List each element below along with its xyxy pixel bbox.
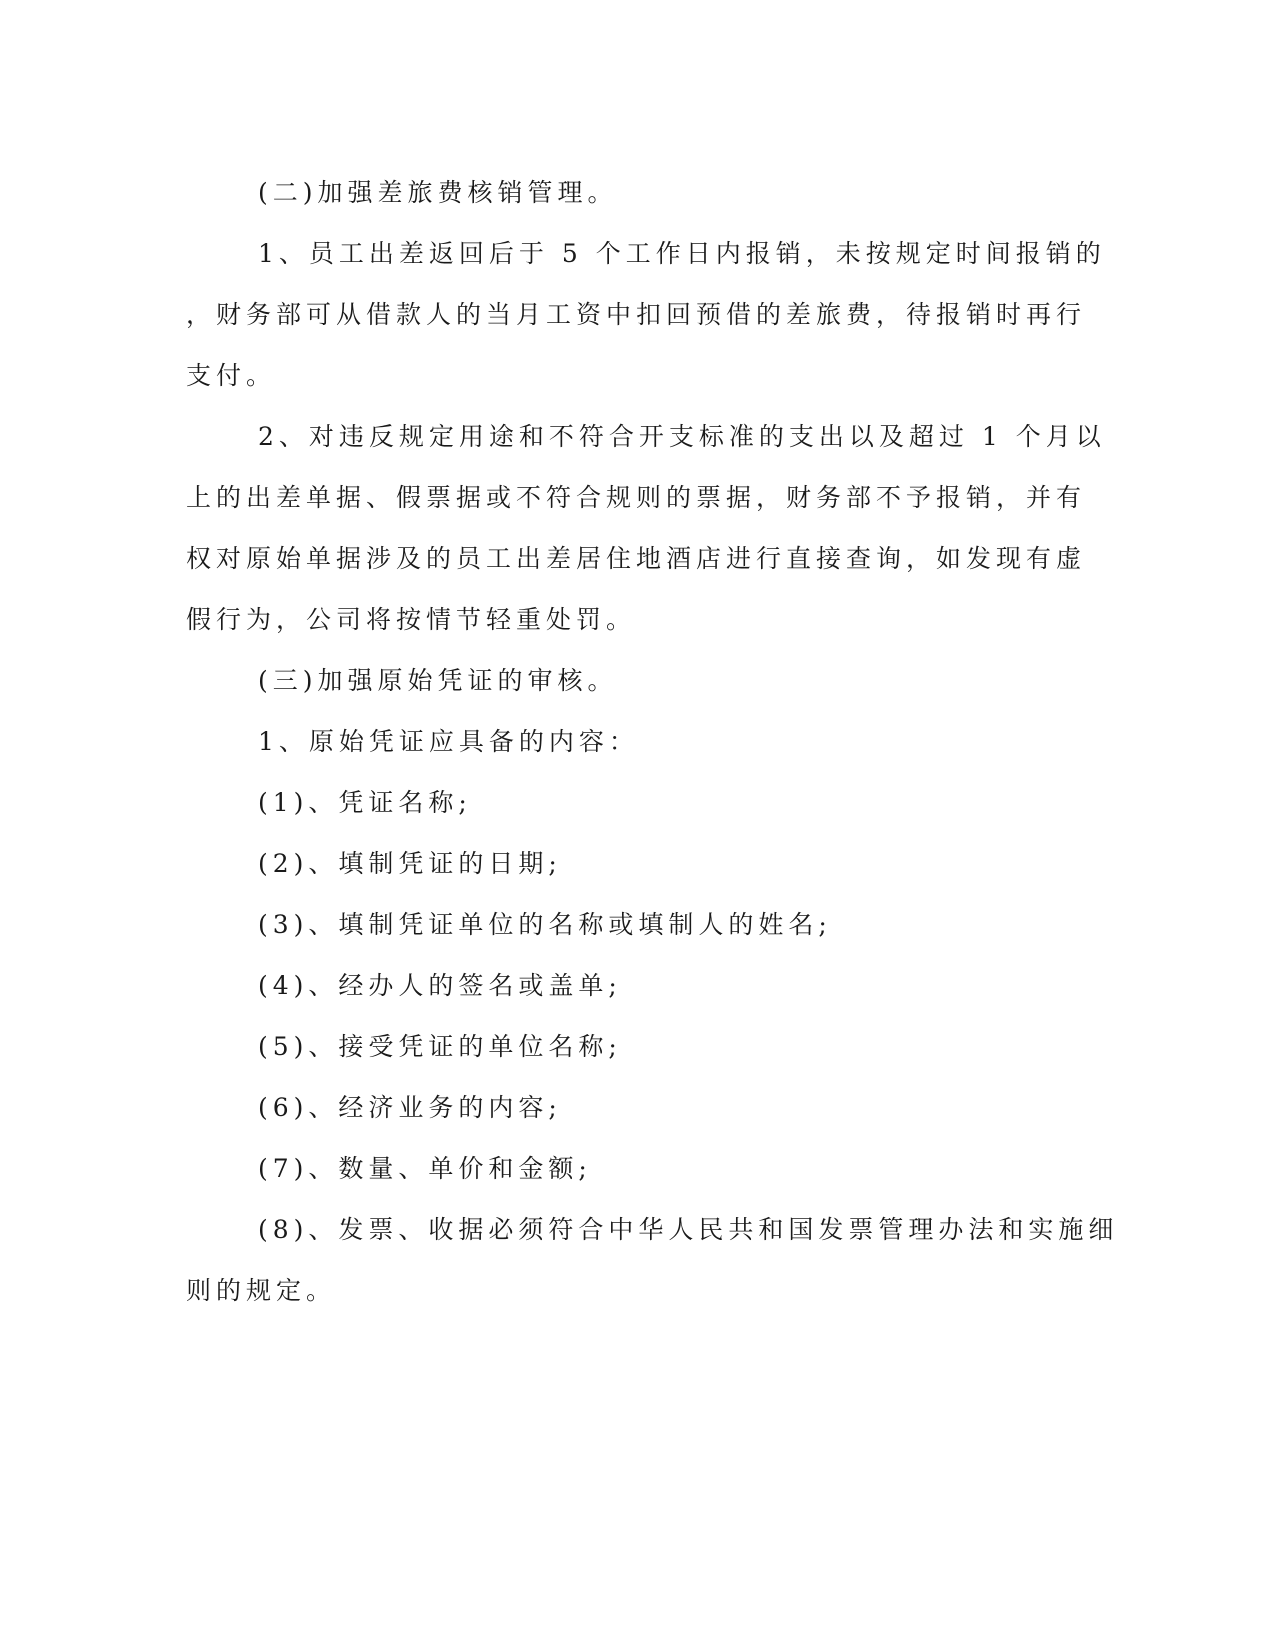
paragraph-line: 权对原始单据涉及的员工出差居住地酒店进行直接查询，如发现有虚 bbox=[186, 544, 1087, 573]
list-item: (4)、经办人的签名或盖单; bbox=[258, 971, 622, 1000]
list-item: (2)、填制凭证的日期; bbox=[258, 849, 562, 878]
paragraph-line: ，财务部可从借款人的当月工资中扣回预借的差旅费，待报销时再行 bbox=[186, 300, 1087, 329]
document-body bbox=[186, 162, 1119, 1321]
list-item: (3)、填制凭证单位的名称或填制人的姓名; bbox=[258, 910, 832, 939]
list-item: (5)、接受凭证的单位名称; bbox=[258, 1032, 622, 1061]
section-heading-original-voucher: (三)加强原始凭证的审核。 bbox=[258, 666, 618, 695]
paragraph-line: 支付。 bbox=[186, 361, 277, 390]
paragraph-line: 1、员工出差返回后于 5 个工作日内报销，未按规定时间报销的 bbox=[258, 239, 1106, 268]
paragraph-line: 上的出差单据、假票据或不符合规则的票据，财务部不予报销，并有 bbox=[186, 483, 1087, 512]
list-item: (7)、数量、单价和金额; bbox=[258, 1154, 592, 1183]
list-item: (1)、凭证名称; bbox=[258, 788, 472, 817]
section-heading-travel-expense: (二)加强差旅费核销管理。 bbox=[258, 178, 618, 207]
list-heading: 1、原始凭证应具备的内容： bbox=[258, 727, 639, 756]
paragraph-line: 假行为，公司将按情节轻重处罚。 bbox=[186, 605, 637, 634]
list-item: (6)、经济业务的内容; bbox=[258, 1093, 562, 1122]
list-item-continuation: 则的规定。 bbox=[186, 1276, 337, 1305]
list-item: (8)、发票、收据必须符合中华人民共和国发票管理办法和实施细 bbox=[258, 1215, 1119, 1244]
paragraph-line: 2、对违反规定用途和不符合开支标准的支出以及超过 1 个月以 bbox=[258, 422, 1106, 451]
